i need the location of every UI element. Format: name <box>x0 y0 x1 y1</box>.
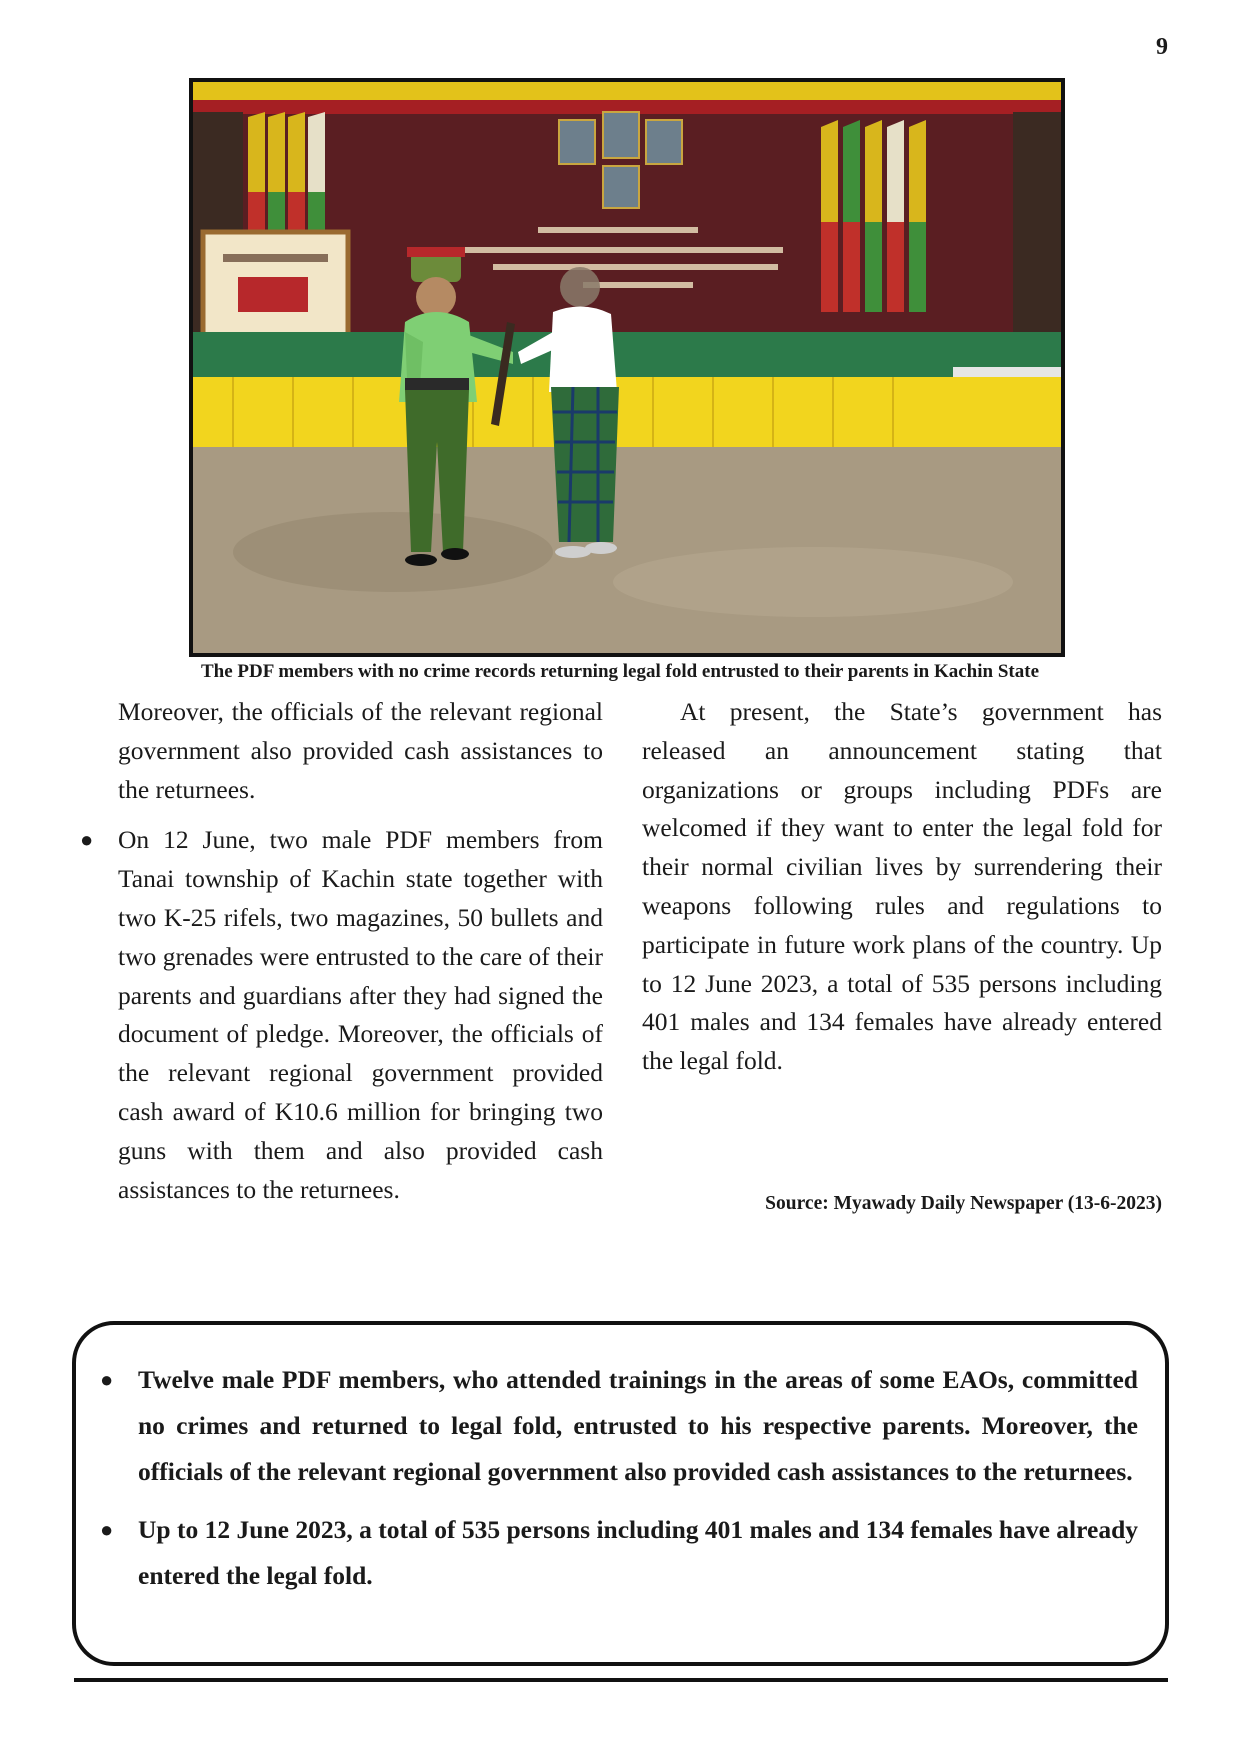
ceremony-photo-illustration <box>193 82 1061 653</box>
summary-item-text: Twelve male PDF members, who attended trainings in the areas of some EAOs, committed no crimes and returned to legal fold, entrusted to his respective parents. Moreover, the officials of the relevant regional government also provided cash assistances to the returnees. <box>138 1365 1138 1486</box>
photo-caption: The PDF members with no crime records returning legal fold entrusted to their parents in Kachin State <box>200 661 1040 682</box>
left-bullet-text: On 12 June, two male PDF members from Tanai township of Kachin state together with two K-25 rifels, two magazines, 50 bullets and two grenades were entrusted to the care of their parents and guardians after they had signed the document of pledge. Moreover, the officials of the relevant regional government provided cash award of K10.6 million for bringing two guns with them and also provided cash assistances to the returnees. <box>118 825 603 1204</box>
summary-item-text: Up to 12 June 2023, a total of 535 persons including 401 males and 134 females have already entered the legal fold. <box>138 1515 1138 1590</box>
summary-box <box>72 1321 1169 1666</box>
article-right-column <box>642 693 1162 1081</box>
summary-list <box>100 1357 1138 1611</box>
ceremony-photo <box>189 78 1065 657</box>
left-paragraph: Moreover, the officials of the relevant regional government also provided cash assistances to the returnees. <box>118 697 603 804</box>
article-left-column <box>80 693 603 1209</box>
page-number: 9 <box>1156 34 1168 60</box>
source-line: Source: Myawady Daily Newspaper (13-6-2023) <box>765 1193 1162 1214</box>
left-bullet-item <box>80 821 603 1209</box>
summary-item <box>100 1507 1138 1599</box>
bullet-icon: ● <box>100 1517 114 1542</box>
right-paragraph: At present, the State’s government has released an announcement stating that organizations or groups including PDFs are welcomed if they want to enter the legal fold for their normal civilian lives by surrendering their weapons following rules and regulations to participate in future work plans of the country. Up to 12 June 2023, a total of 535 persons including 401 males and 134 females have already entered the legal fold. <box>642 697 1162 1076</box>
summary-item <box>100 1357 1138 1495</box>
bullet-icon: ● <box>100 1367 114 1392</box>
bullet-icon: ● <box>80 827 94 853</box>
bottom-divider <box>74 1678 1168 1682</box>
